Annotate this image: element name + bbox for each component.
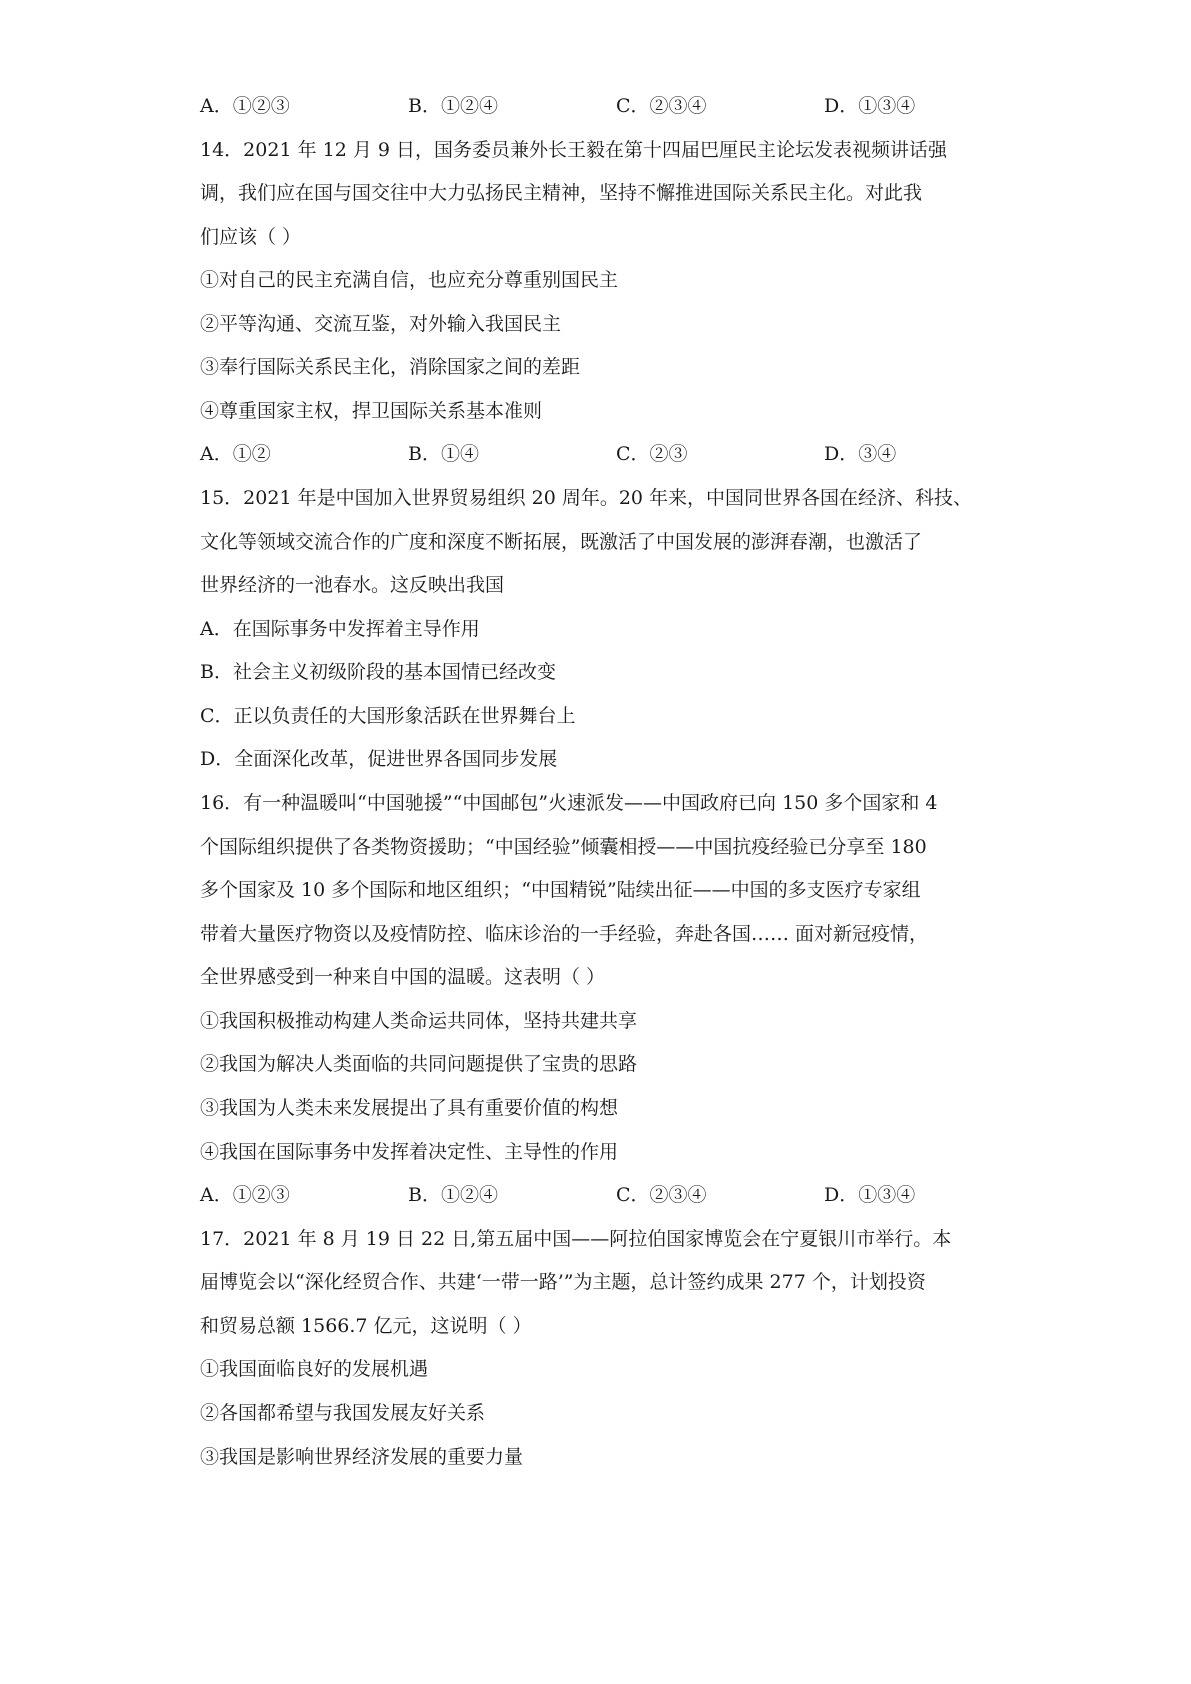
q13-options <box>200 94 1000 118</box>
q14-option-b: B．①④ <box>408 443 479 465</box>
q16-stem-line-4: 带着大量医疗物资以及疫情防控、临床诊治的一手经验，奔赴各国…… 面对新冠疫情， <box>200 923 929 945</box>
q16-option-c: C．②③④ <box>616 1184 707 1206</box>
q13-option-b: B．①②④ <box>408 95 498 117</box>
q16-stem-line-3: 多个国家及 10 多个国际和地区组织；“中国精锐”陆续出征——中国的多支医疗专家组 <box>200 879 921 901</box>
q14-options <box>200 442 1000 466</box>
q17-item-3: ③我国是影响世界经济发展的重要力量 <box>200 1446 524 1468</box>
q17-stem-line-1: 17．2021 年 8 月 19 日 22 日,第五届中国——阿拉伯国家博览会在宁夏银川市举行。本 <box>200 1228 952 1250</box>
q14-item-3: ③奉行国际关系民主化，消除国家之间的差距 <box>200 356 581 378</box>
q14-item-2: ②平等沟通、交流互鉴，对外输入我国民主 <box>200 313 562 335</box>
q17-stem-line-2: 届博览会以“深化经贸合作、共建‘一带一路’”为主题，总计签约成果 277 个，计划投资 <box>200 1271 926 1293</box>
q16-option-a: A．①②③ <box>200 1184 290 1206</box>
q14-item-1: ①对自己的民主充满自信，也应充分尊重别国民主 <box>200 269 619 291</box>
q17-item-2: ②各国都希望与我国发展友好关系 <box>200 1402 486 1424</box>
q16-stem-line-1: 16．有一种温暖叫“中国驰援”“中国邮包”火速派发——中国政府已向 150 多个国家和 4 <box>200 792 938 814</box>
q16-item-3: ③我国为人类未来发展提出了具有重要价值的构想 <box>200 1097 619 1119</box>
q13-option-a: A．①②③ <box>200 95 290 117</box>
q14-stem-line-1: 14．2021 年 12 月 9 日，国务委员兼外长王毅在第十四届巴厘民主论坛发表视频讲话强 <box>200 139 947 161</box>
q14-option-d: D．③④ <box>824 443 897 465</box>
q16-stem-line-5: 全世界感受到一种来自中国的温暖。这表明（ ） <box>200 966 606 988</box>
q14-option-c: C．②③ <box>616 443 688 465</box>
q15-option-c: C．正以负责任的大国形象活跃在世界舞台上 <box>200 705 576 727</box>
q17-stem-line-3: 和贸易总额 1566.7 亿元，这说明（ ） <box>200 1315 532 1337</box>
q14-item-4: ④尊重国家主权，捍卫国际关系基本准则 <box>200 400 543 422</box>
q15-option-b: B．社会主义初级阶段的基本国情已经改变 <box>200 661 556 683</box>
q16-item-2: ②我国为解决人类面临的共同问题提供了宝贵的思路 <box>200 1053 638 1075</box>
q16-option-b: B．①②④ <box>408 1184 498 1206</box>
q15-stem-line-1: 15．2021 年是中国加入世界贸易组织 20 周年。20 年来，中国同世界各国在经济、科技、 <box>200 487 973 509</box>
q16-options <box>200 1183 1000 1207</box>
q16-stem-line-2: 个国际组织提供了各类物资援助；“中国经验”倾囊相授——中国抗疫经验已分享至 180 <box>200 836 927 858</box>
q17-item-1: ①我国面临良好的发展机遇 <box>200 1358 429 1380</box>
q14-stem-line-2: 调，我们应在国与国交往中大力弘扬民主精神，坚持不懈推进国际关系民主化。对此我 <box>200 182 923 204</box>
q15-stem-line-3: 世界经济的一池春水。这反映出我国 <box>200 574 505 596</box>
q15-option-a: A．在国际事务中发挥着主导作用 <box>200 618 480 640</box>
q13-option-d: D．①③④ <box>824 95 916 117</box>
q14-option-a: A．①② <box>200 443 271 465</box>
q14-stem-line-3: 们应该（ ） <box>200 226 302 248</box>
q16-item-1: ①我国积极推动构建人类命运共同体，坚持共建共享 <box>200 1010 638 1032</box>
q15-option-d: D．全面深化改革，促进世界各国同步发展 <box>200 748 558 770</box>
q16-item-4: ④我国在国际事务中发挥着决定性、主导性的作用 <box>200 1141 619 1163</box>
q15-stem-line-2: 文化等领域交流合作的广度和深度不断拓展，既激活了中国发展的澎湃春潮，也激活了 <box>200 531 923 553</box>
q13-option-c: C．②③④ <box>616 95 707 117</box>
q16-option-d: D．①③④ <box>824 1184 916 1206</box>
